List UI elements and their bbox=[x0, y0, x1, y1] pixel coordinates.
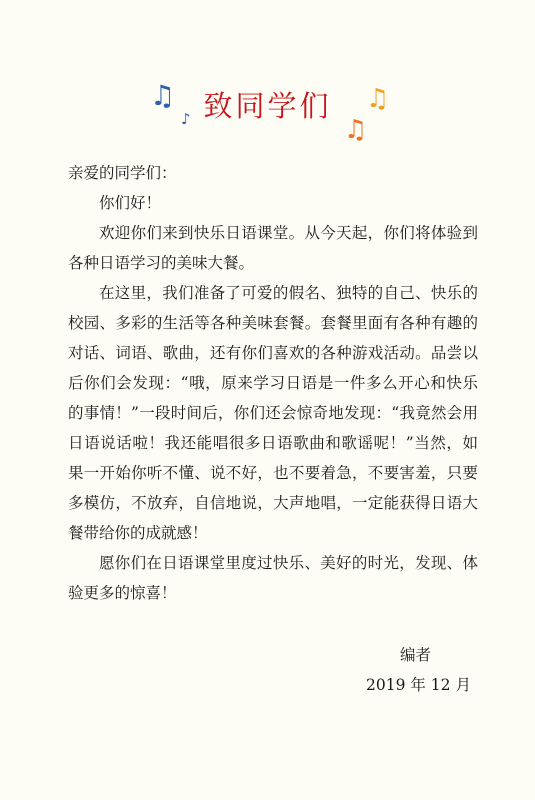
letter-body bbox=[68, 158, 478, 608]
letter-paragraph: 愿你们在日语课堂里度过快乐、美好的时光，发现、体验更多的惊喜！ bbox=[68, 554, 478, 602]
music-note-icon: ♫ bbox=[344, 115, 368, 145]
title-area bbox=[0, 79, 535, 134]
music-note-icon: ♫ bbox=[150, 79, 176, 112]
signature-date: 2019 年 12 月 bbox=[366, 676, 471, 694]
signature-author: 编者 bbox=[400, 646, 432, 664]
letter-paragraph: 欢迎你们来到快乐日语课堂。从今天起，你们将体验到各种日语学习的美味大餐。 bbox=[68, 224, 478, 272]
music-note-icon: ♫ bbox=[366, 84, 390, 114]
letter-greeting: 亲爱的同学们： bbox=[68, 164, 177, 182]
music-note-icon: ♪ bbox=[181, 110, 191, 128]
letter-paragraph: 在这里，我们准备了可爱的假名、独特的自己、快乐的校园、多彩的生活等各种美味套餐。套餐里面有各种有趣的对话、词语、歌曲，还有你们喜欢的各种游戏活动。品尝以后你们会发现：“哦，原来学习日语是一件多么开心和快乐的事情！”一段时间后，你们还会惊奇地发现：“我竟然会用日语说话啦！我还能唱很多日语歌曲和歌谣呢！”当然，如果一开始你听不懂、说不好，也不要着急，不要害羞，只要多模仿，不放弃，自信地说，大声地唱，一定能获得日语大餐带给你的成就感！ bbox=[68, 284, 478, 542]
page-title: 致同学们 bbox=[203, 89, 332, 123]
letter-paragraph: 你们好！ bbox=[99, 194, 162, 212]
